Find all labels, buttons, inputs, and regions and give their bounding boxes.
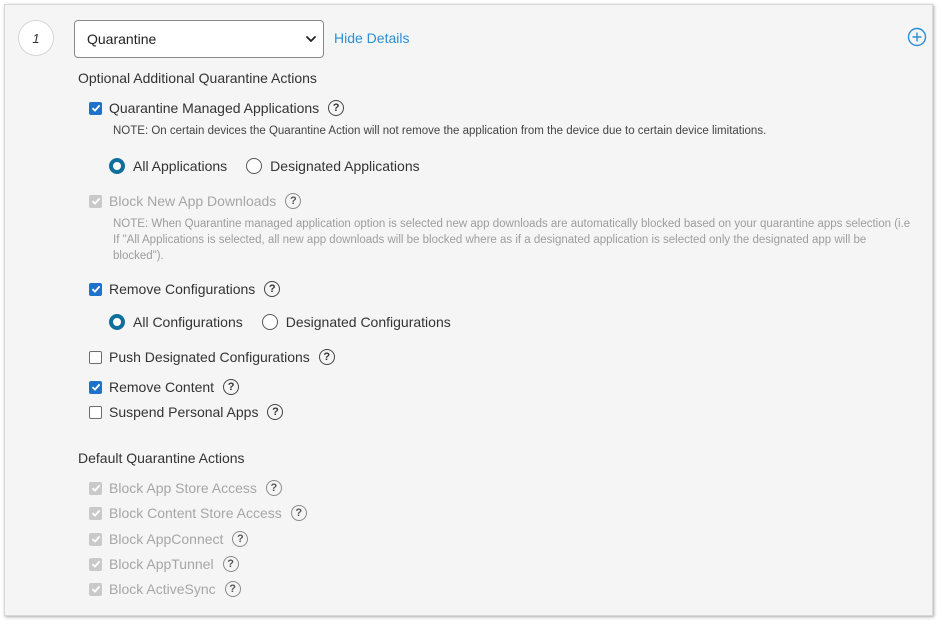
help-icon[interactable]: ? — [285, 193, 301, 209]
radio-label: Designated Configurations — [285, 314, 451, 330]
plus-circle-icon[interactable] — [907, 27, 927, 47]
default-action-checkbox — [89, 533, 102, 546]
suspend-apps-label: Suspend Personal Apps — [109, 404, 259, 420]
push-configs-row — [89, 349, 335, 365]
help-icon[interactable]: ? — [291, 505, 307, 521]
quarantine-apps-radio-group — [109, 158, 420, 174]
help-icon[interactable]: ? — [266, 480, 282, 496]
suspend-apps-row — [89, 404, 283, 420]
default-action-checkbox — [89, 507, 102, 520]
quarantine-apps-checkbox[interactable] — [89, 102, 102, 115]
default-action-checkbox — [89, 482, 102, 495]
remove-configs-label: Remove Configurations — [109, 281, 256, 297]
radio-button-selected[interactable] — [109, 314, 125, 330]
default-action-row — [89, 556, 239, 572]
checkmark-icon — [91, 559, 101, 569]
help-icon[interactable]: ? — [264, 281, 280, 297]
radio-button[interactable] — [246, 158, 262, 174]
radio-label: All Configurations — [133, 314, 243, 330]
default-action-checkbox — [89, 558, 102, 571]
push-configs-checkbox[interactable] — [89, 351, 102, 364]
default-action-label: Block Content Store Access — [109, 505, 282, 521]
optional-actions-heading: Optional Additional Quarantine Actions — [78, 70, 317, 86]
push-configs-label: Push Designated Configurations — [109, 349, 310, 365]
help-icon[interactable]: ? — [232, 531, 248, 547]
checkmark-icon — [91, 103, 101, 113]
radio-all-applications[interactable] — [109, 158, 227, 174]
help-icon[interactable]: ? — [223, 379, 239, 395]
checkmark-icon — [91, 382, 101, 392]
checkmark-icon — [91, 534, 101, 544]
remove-configs-radio-group — [109, 314, 451, 330]
radio-button-selected[interactable] — [109, 158, 125, 174]
default-action-row — [89, 480, 282, 496]
default-actions-heading: Default Quarantine Actions — [78, 450, 245, 466]
default-action-label: Block ActiveSync — [109, 581, 216, 597]
step-number-badge: 1 — [18, 20, 54, 56]
suspend-apps-checkbox[interactable] — [89, 406, 102, 419]
radio-all-configurations[interactable] — [109, 314, 243, 330]
radio-designated-configurations[interactable] — [262, 314, 451, 330]
radio-button[interactable] — [262, 314, 278, 330]
action-select[interactable] — [74, 20, 324, 58]
block-downloads-note: NOTE: When Quarantine managed application option is selected new app downloads are automatically blocked based on your quarantine apps selection (i.e If "All Applications is selected, all new app downloads will be blocked where as if a designated application is selected only the designated app will be blocked"). — [113, 218, 911, 262]
help-icon[interactable]: ? — [267, 404, 283, 420]
default-action-row — [89, 505, 307, 521]
checkmark-icon — [91, 284, 101, 294]
help-icon[interactable]: ? — [319, 349, 335, 365]
block-downloads-label: Block New App Downloads — [109, 193, 277, 209]
checkmark-icon — [91, 508, 101, 518]
block-downloads-row — [89, 193, 301, 209]
default-action-row — [89, 531, 248, 547]
remove-configs-row — [89, 281, 280, 297]
radio-label: Designated Applications — [270, 158, 420, 174]
default-action-row — [89, 581, 241, 597]
help-icon[interactable]: ? — [328, 100, 344, 116]
remove-content-checkbox[interactable] — [89, 381, 102, 394]
quarantine-action-panel — [4, 4, 933, 616]
remove-content-row — [89, 379, 239, 395]
radio-designated-applications[interactable] — [246, 158, 419, 174]
default-action-label: Block App Store Access — [109, 480, 257, 496]
help-icon[interactable]: ? — [225, 581, 241, 597]
quarantine-apps-row — [89, 100, 344, 116]
chevron-down-icon — [305, 33, 317, 45]
remove-configs-checkbox[interactable] — [89, 283, 102, 296]
checkmark-icon — [91, 196, 101, 206]
default-action-label: Block AppConnect — [109, 531, 224, 547]
hide-details-link[interactable]: Hide Details — [334, 30, 410, 46]
help-icon[interactable]: ? — [223, 556, 239, 572]
remove-content-label: Remove Content — [109, 379, 215, 395]
default-action-checkbox — [89, 583, 102, 596]
default-action-label: Block AppTunnel — [109, 556, 214, 572]
quarantine-apps-label: Quarantine Managed Applications — [109, 100, 320, 116]
quarantine-apps-note: NOTE: On certain devices the Quarantine Action will not remove the application from the device due to certain device limitations. — [113, 125, 767, 137]
block-downloads-checkbox — [89, 195, 102, 208]
action-select-value: Quarantine — [87, 31, 157, 47]
checkmark-icon — [91, 483, 101, 493]
radio-label: All Applications — [133, 158, 228, 174]
checkmark-icon — [91, 584, 101, 594]
